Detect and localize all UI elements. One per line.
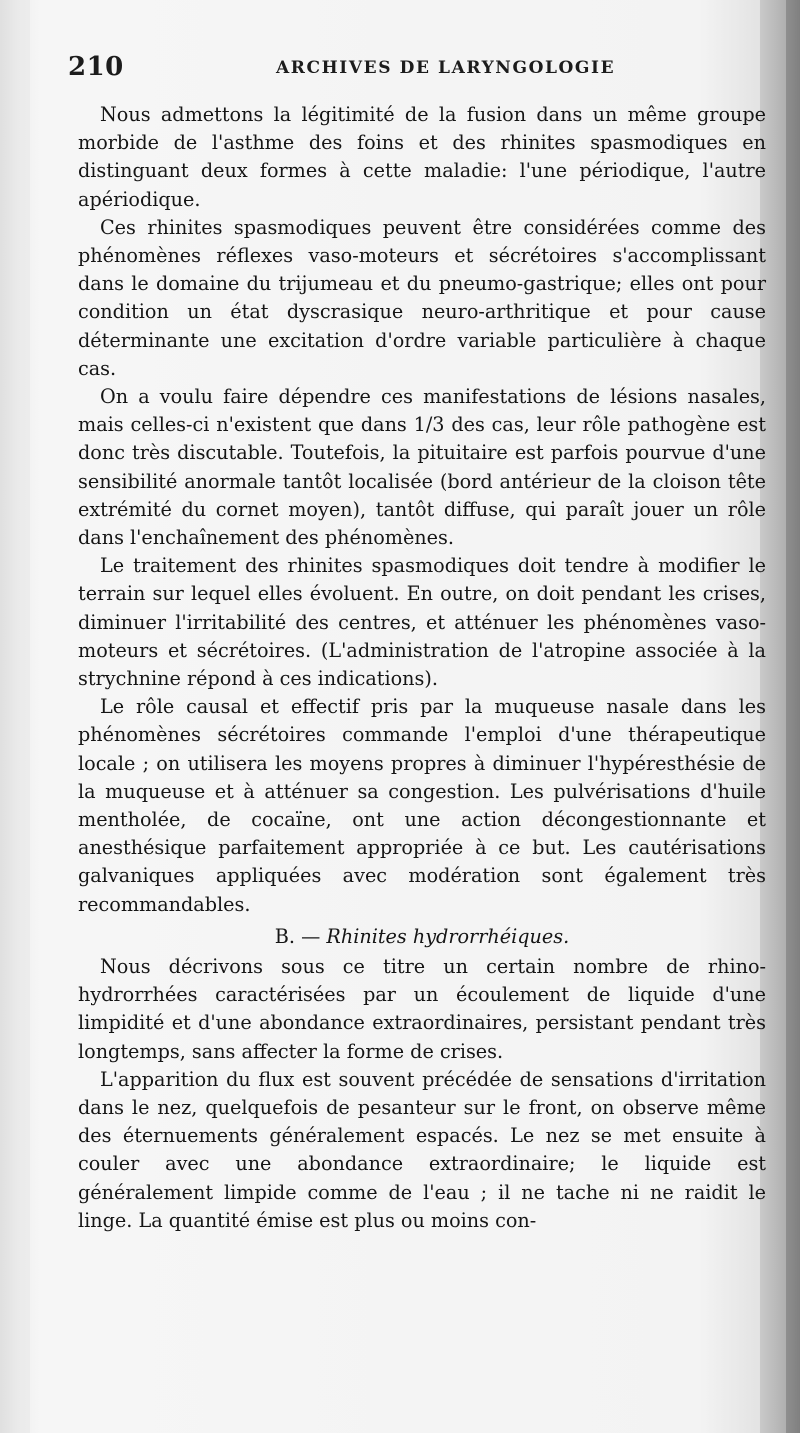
paragraph: Le rôle causal et effectif pris par la muqueuse nasale dans les phénomènes sécrétoires commande l'emploi d'une thérapeutique locale ; on utilisera les moyens propres à diminuer l'hypéresthésie de la muqueuse et à atténuer sa congestion. Les pulvérisations d'huile mentholée, de cocaïne, ont une action décongestionnante et anesthésique parfaitement appropriée à ce but. Les cautérisations galvaniques appliquées avec modération sont également très recommandables. (78, 695, 766, 916)
paragraph: Le traitement des rhinites spasmodiques doit tendre à modifier le terrain sur lequel elles évoluent. En outre, on doit pendant les crises, diminuer l'irritabilité des centres, et atténuer les phénomènes vaso-moteurs et sécrétoires. (L'administration de l'atropine associée à la strychnine répond à ces indications). (78, 554, 766, 691)
running-title: ARCHIVES DE LARYNGOLOGIE (276, 58, 616, 78)
paragraph: On a voulu faire dépendre ces manifestations de lésions nasales, mais celles-ci n'existent que dans 1/3 des cas, leur rôle pathogène est donc très discutable. Toutefois, la pituitaire est parfois pourvue d'une sensibilité anormale tantôt localisée (bord antérieur de la cloison tête extrémité du cornet moyen), tantôt diffuse, qui paraît jouer un rôle dans l'enchaînement des phénomènes. (78, 385, 766, 550)
section-heading (78, 923, 766, 951)
section-letter: B. — (274, 924, 321, 948)
paragraph: Nous admettons la légitimité de la fusion dans un même groupe morbide de l'asthme des foins et des rhinites spasmodiques en distinguant deux formes à cette maladie: l'une périodique, l'autre apériodique. (78, 103, 766, 211)
body-text (78, 101, 766, 1235)
page-number: 210 (68, 52, 124, 82)
page-header (68, 52, 768, 88)
paragraph: L'apparition du flux est souvent précédée de sensations d'irritation dans le nez, quelquefois de pesanteur sur le front, on observe même des éternuements généralement espacés. Le nez se met ensuite à couler avec une abondance extraordinaire; le liquide est généralement limpide comme de l'eau ; il ne tache ni ne raidit le linge. La quantité émise est plus ou moins con- (78, 1067, 766, 1232)
section-title: Rhinites hydrorrhéiques. (326, 924, 570, 948)
paragraph: Ces rhinites spasmodiques peuvent être considérées comme des phénomènes réflexes vaso-moteurs et sécrétoires s'accomplissant dans le domaine du trijumeau et du pneumo-gastrique; elles ont pour condition un état dyscrasique neuro-arthritique et pour cause déterminante une excitation d'ordre variable particulière à chaque cas. (78, 215, 766, 380)
paragraph: Nous décrivons sous ce titre un certain nombre de rhino-hydrorrhées caractérisées par un écoulement de liquide d'une limpidité et d'une abondance extraordinaires, persistant pendant très longtemps, sans affecter la forme de crises. (78, 954, 766, 1063)
